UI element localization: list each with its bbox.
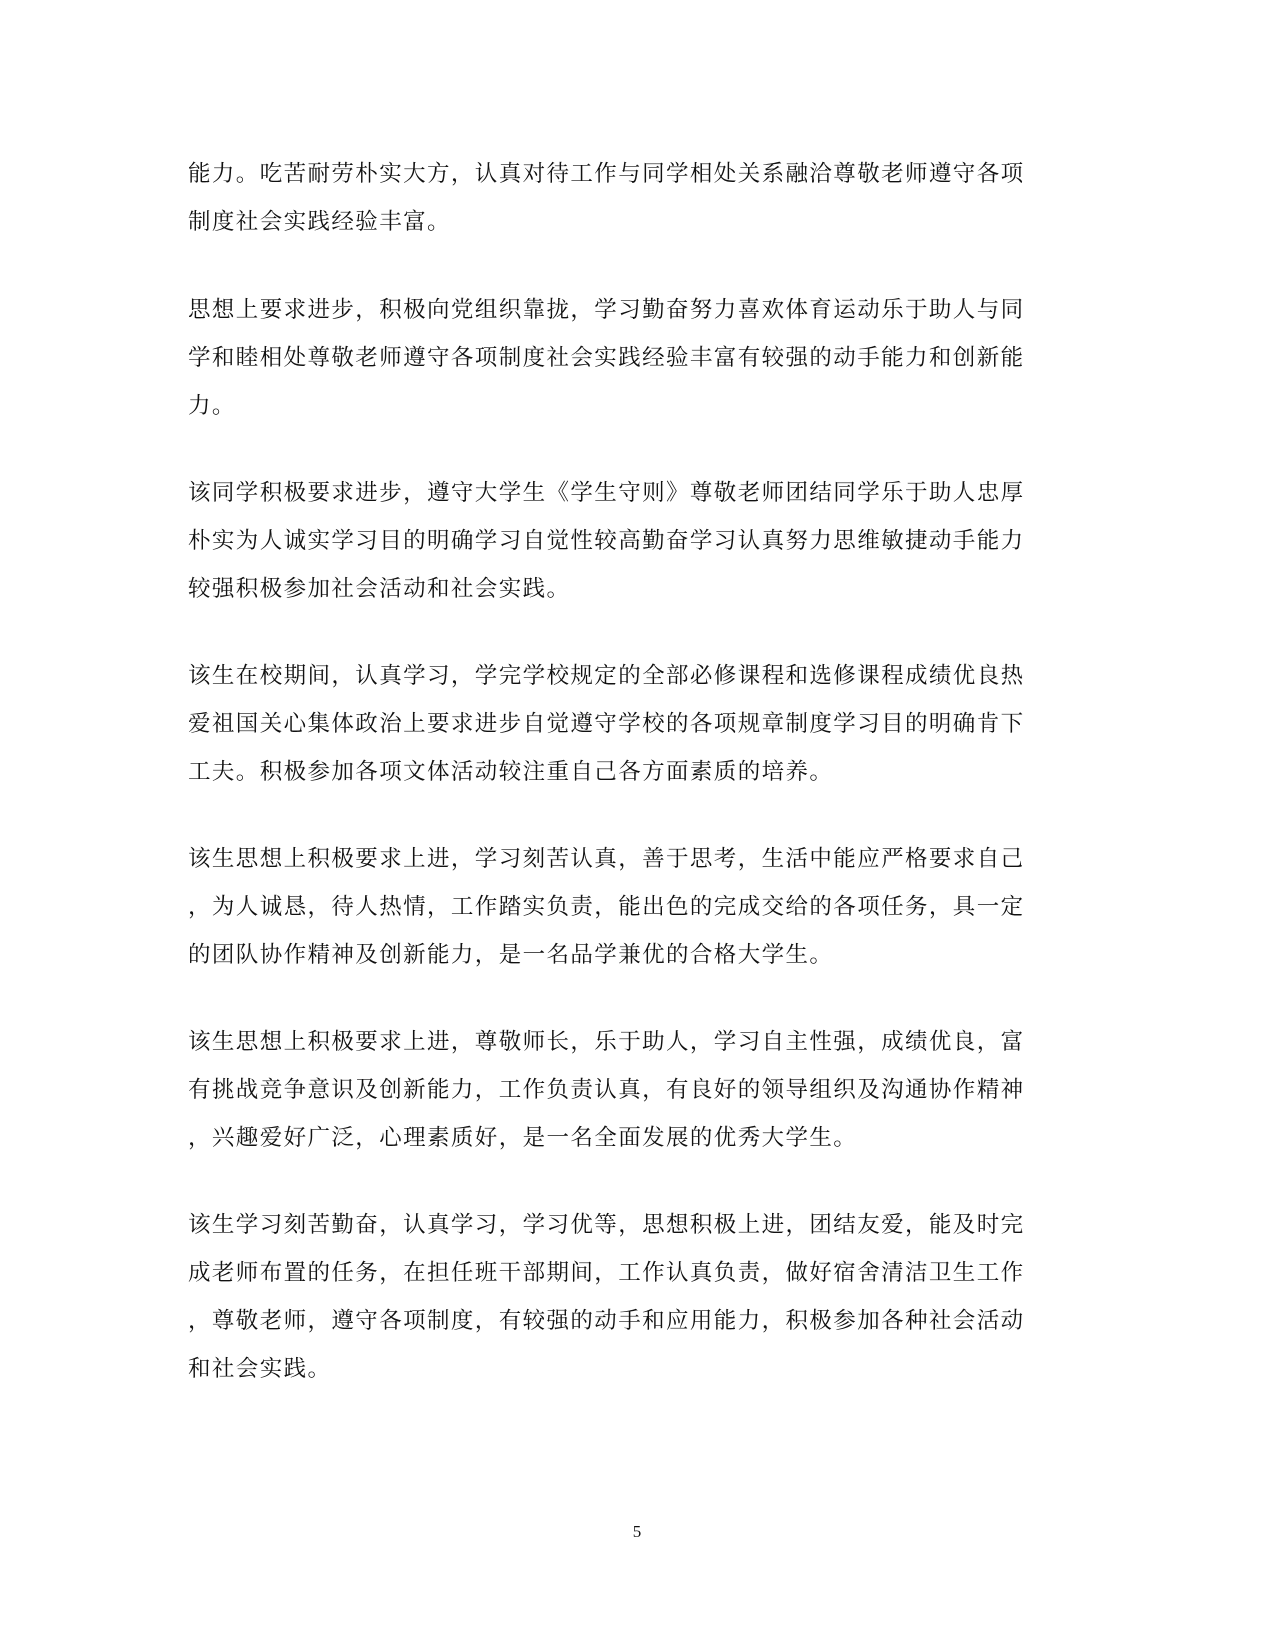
paragraph-line: ，兴趣爱好广泛，心理素质好，是一名全面发展的优秀大学生。 <box>188 1125 858 1151</box>
paragraph-line: 和社会实践。 <box>188 1356 332 1382</box>
paragraph-line: 有挑战竞争意识及创新能力，工作负责认真，有良好的领导组织及沟通协作精神 <box>188 1077 1025 1103</box>
paragraph-line: 该生学习刻苦勤奋，认真学习，学习优等，思想积极上进，团结友爱，能及时完 <box>188 1212 1025 1238</box>
paragraph-line: 学和睦相处尊敬老师遵守各项制度社会实践经验丰富有较强的动手能力和创新能 <box>188 345 1025 371</box>
paragraph-6 <box>188 1018 1058 1162</box>
paragraph-line: 较强积极参加社会活动和社会实践。 <box>188 576 571 602</box>
paragraph-line: 该生思想上积极要求上进，学习刻苦认真，善于思考，生活中能应严格要求自己 <box>188 846 1025 872</box>
paragraph-line: 能力。吃苦耐劳朴实大方，认真对待工作与同学相处关系融洽尊敬老师遵守各项 <box>188 161 1025 187</box>
paragraph-3 <box>188 469 1058 613</box>
paragraph-7 <box>188 1201 1058 1393</box>
paragraph-line: 该同学积极要求进步，遵守大学生《学生守则》尊敬老师团结同学乐于助人忠厚 <box>188 480 1025 506</box>
paragraph-2 <box>188 286 1058 430</box>
paragraph-line: 制度社会实践经验丰富。 <box>188 209 451 235</box>
paragraph-4 <box>188 652 1058 796</box>
paragraph-line: 该生思想上积极要求上进，尊敬师长，乐于助人，学习自主性强，成绩优良，富 <box>188 1029 1025 1055</box>
paragraph-line: 爱祖国关心集体政治上要求进步自觉遵守学校的各项规章制度学习目的明确肯下 <box>188 711 1025 737</box>
paragraph-line: 思想上要求进步，积极向党组织靠拢，学习勤奋努力喜欢体育运动乐于助人与同 <box>188 297 1025 323</box>
paragraph-line: 该生在校期间，认真学习，学完学校规定的全部必修课程和选修课程成绩优良热 <box>188 663 1025 689</box>
paragraph-line: ，为人诚恳，待人热情，工作踏实负责，能出色的完成交给的各项任务，具一定 <box>188 894 1025 920</box>
paragraph-5 <box>188 835 1058 979</box>
paragraph-line: 朴实为人诚实学习目的明确学习自觉性较高勤奋学习认真努力思维敏捷动手能力 <box>188 528 1025 554</box>
paragraph-line: 工夫。积极参加各项文体活动较注重自己各方面素质的培养。 <box>188 759 834 785</box>
page-number: 5 <box>632 1522 642 1541</box>
paragraph-line: ，尊敬老师，遵守各项制度，有较强的动手和应用能力，积极参加各种社会活动 <box>188 1308 1025 1334</box>
paragraph-line: 力。 <box>188 393 236 419</box>
paragraph-line: 的团队协作精神及创新能力，是一名品学兼优的合格大学生。 <box>188 942 834 968</box>
paragraph-1 <box>188 150 1058 246</box>
paragraph-line: 成老师布置的任务，在担任班干部期间，工作认真负责，做好宿舍清洁卫生工作 <box>188 1260 1025 1286</box>
